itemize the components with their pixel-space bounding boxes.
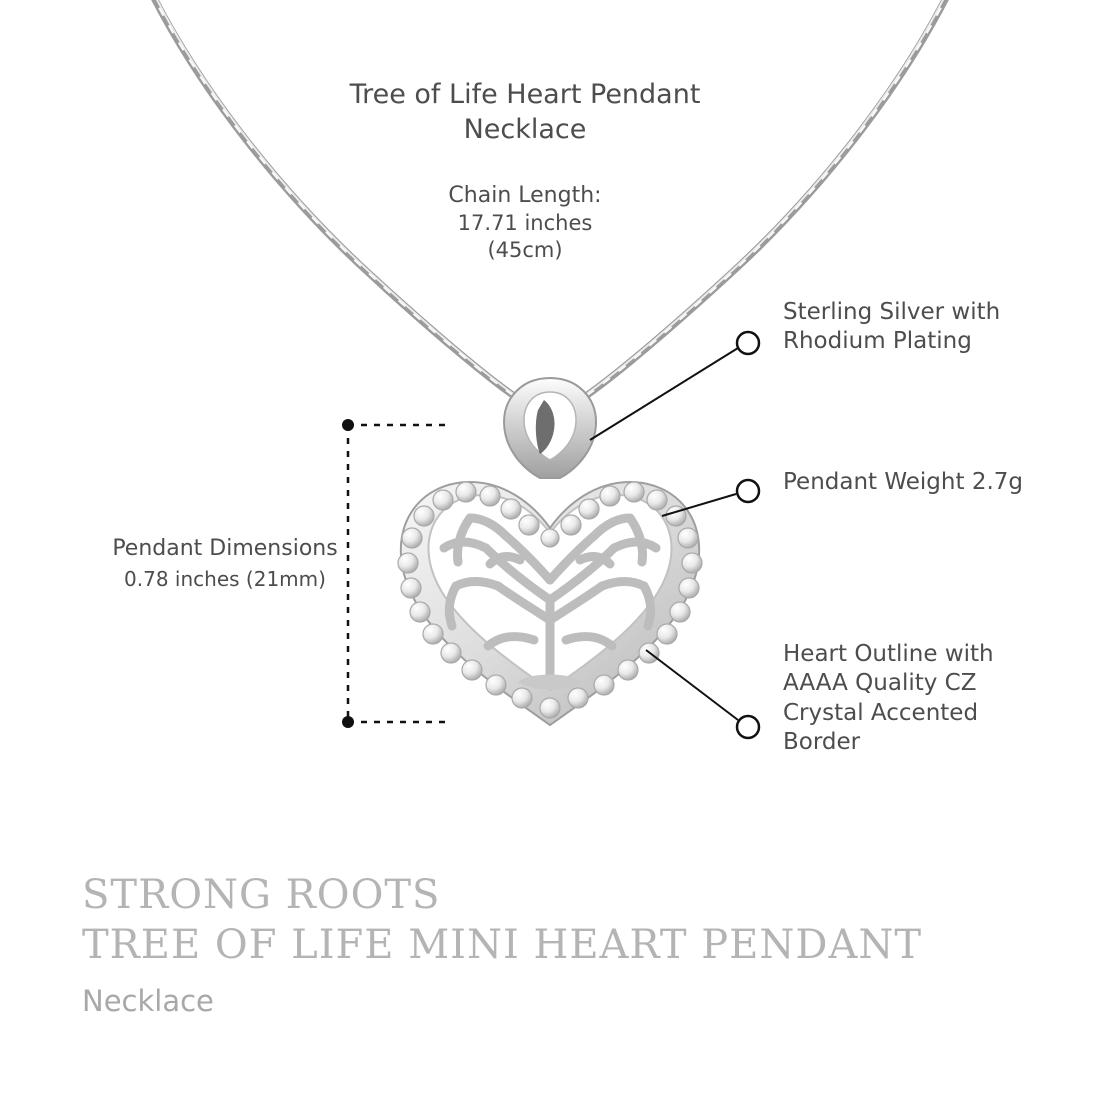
callout-material: Sterling Silver with Rhodium Plating <box>783 299 1001 355</box>
heart-pendant <box>398 482 702 725</box>
pendant-bail <box>504 378 596 478</box>
pendant-dimensions-label: Pendant Dimensions <box>112 536 338 561</box>
brand-line-1: STRONG ROOTS <box>82 872 441 918</box>
product-title: Tree of Life Heart Pendant Necklace <box>349 79 701 145</box>
brand-line-3: Necklace <box>82 984 214 1018</box>
chain-length-label: Chain Length: <box>448 183 602 208</box>
callout-border: Heart Outline with AAAA Quality CZ Crystal Accented Border <box>783 641 994 756</box>
chain-length-inches: 17.71 inches <box>457 211 593 236</box>
pendant-dimensions-block <box>70 535 380 593</box>
chain-length-block <box>400 182 650 264</box>
brand-block <box>82 870 1042 1018</box>
callout-weight: Pendant Weight 2.7g <box>783 469 1023 495</box>
brand-line-2: TREE OF LIFE MINI HEART PENDANT <box>82 922 923 968</box>
pendant-dimensions-value: 0.78 inches (21mm) <box>124 567 326 592</box>
chain-length-metric: (45cm) <box>487 238 563 263</box>
